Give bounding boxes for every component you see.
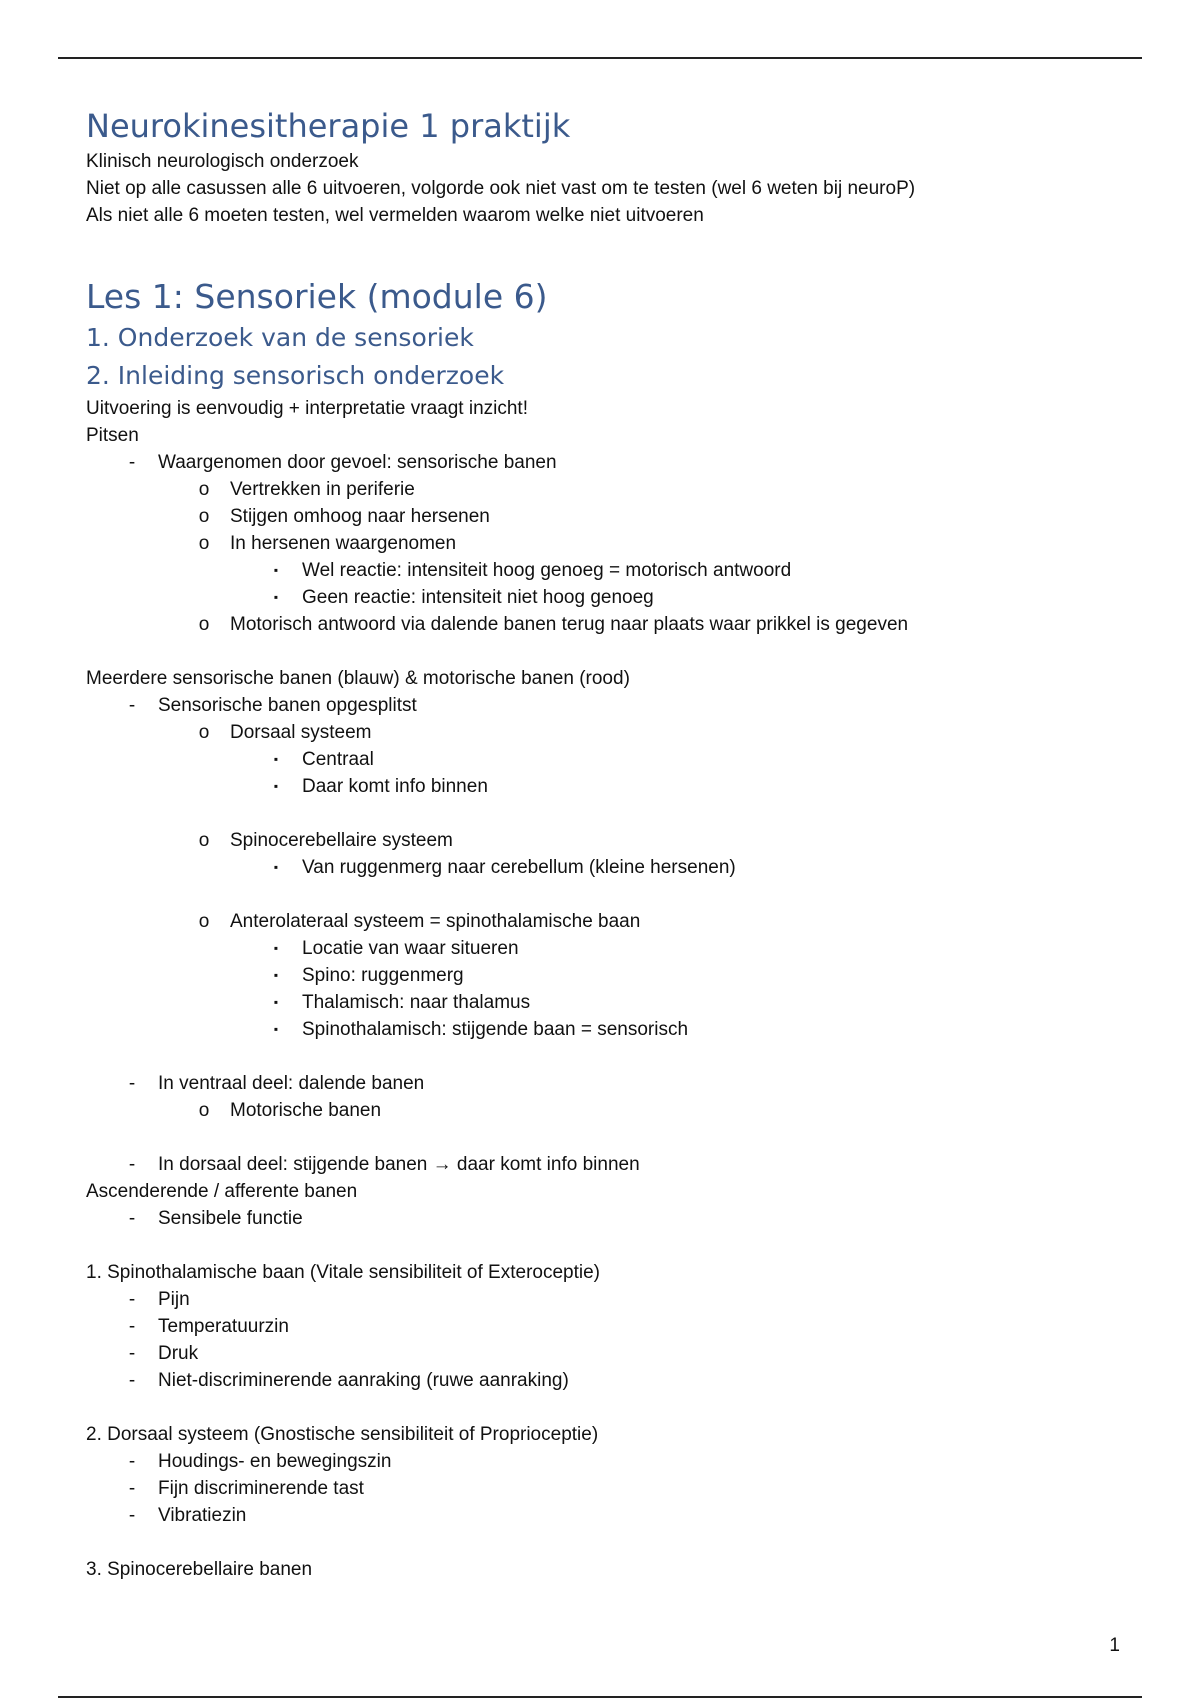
circle-bullet: o [198,533,210,554]
square-bullet: ▪ [273,860,279,874]
list-item: - Temperatuurzin [158,1313,1116,1340]
document-body [86,104,1116,1583]
list-item: o Vertrekken in periferie [230,476,1116,503]
dash-bullet: - [128,1478,136,1499]
text-line: 2. Dorsaal systeem (Gnostische sensibiliteit of Proprioceptie) [86,1424,599,1445]
heading-onderzoek-sensoriek: 1. Onderzoek van de sensoriek [86,323,474,352]
text-line: Meerdere sensorische banen (blauw) & motorische banen (rood) [86,668,630,689]
list-item: - Waargenomen door gevoel: sensorische banen [158,449,1116,476]
square-bullet: ▪ [273,752,279,766]
dash-bullet: - [128,1343,136,1364]
list-item: - Sensorische banen opgesplitst [158,692,1116,719]
dash-bullet: - [128,1370,136,1391]
square-bullet: ▪ [273,779,279,793]
list-item: - Houdings- en bewegingszin [158,1448,1116,1475]
list-item: ▪ Locatie van waar situeren [302,935,1116,962]
list-item: ▪ Van ruggenmerg naar cerebellum (kleine hersenen) [302,854,1116,881]
list-item: - Sensibele functie [158,1205,1116,1232]
text-line: Uitvoering is eenvoudig + interpretatie vraagt inzicht! [86,398,528,419]
footer-rule [58,1696,1142,1698]
dash-bullet: - [128,1289,136,1310]
list-item: o In hersenen waargenomen [230,530,1116,557]
dash-bullet: - [128,452,136,473]
list-item: - Druk [158,1340,1116,1367]
list-item: ▪ Spino: ruggenmerg [302,962,1116,989]
circle-bullet: o [198,830,210,851]
circle-bullet: o [198,614,210,635]
dash-bullet: - [128,1208,136,1229]
circle-bullet: o [198,506,210,527]
intro-line: Als niet alle 6 moeten testen, wel vermelden waarom welke niet uitvoeren [86,205,704,226]
list-item: - Vibratiezin [158,1502,1116,1529]
text-line: Pitsen [86,425,139,446]
list-item: ▪ Thalamisch: naar thalamus [302,989,1116,1016]
list-item: ▪ Centraal [302,746,1116,773]
square-bullet: ▪ [273,1022,279,1036]
circle-bullet: o [198,1100,210,1121]
list-item: o Motorisch antwoord via dalende banen terug naar plaats waar prikkel is gegeven [230,611,1116,638]
dash-bullet: - [128,1505,136,1526]
square-bullet: ▪ [273,941,279,955]
circle-bullet: o [198,722,210,743]
heading-les-1: Les 1: Sensoriek (module 6) [86,277,548,316]
list-item: - Fijn discriminerende tast [158,1475,1116,1502]
list-item: - Niet-discriminerende aanraking (ruwe aanraking) [158,1367,1116,1394]
list-item: ▪ Daar komt info binnen [302,773,1116,800]
list-item: ▪ Geen reactie: intensiteit niet hoog genoeg [302,584,1116,611]
header-rule [58,57,1142,59]
text-line: Ascenderende / afferente banen [86,1181,358,1202]
text-line: 3. Spinocerebellaire banen [86,1559,313,1580]
heading-inleiding: 2. Inleiding sensorisch onderzoek [86,361,505,390]
square-bullet: ▪ [273,968,279,982]
list-item: ▪ Spinothalamisch: stijgende baan = sensorisch [302,1016,1116,1043]
dash-bullet: - [128,1154,136,1175]
dash-bullet: - [128,1451,136,1472]
list-item: - In dorsaal deel: stijgende banen → daar komt info binnen [158,1151,1116,1178]
list-item: - Pijn [158,1286,1116,1313]
list-item: - In ventraal deel: dalende banen [158,1070,1116,1097]
square-bullet: ▪ [273,563,279,577]
list-item: o Spinocerebellaire systeem [230,827,1116,854]
intro-line: Klinisch neurologisch onderzoek [86,151,359,172]
circle-bullet: o [198,479,210,500]
intro-line: Niet op alle casussen alle 6 uitvoeren, volgorde ook niet vast om te testen (wel 6 weten bij neuroP) [86,178,916,199]
list-item: ▪ Wel reactie: intensiteit hoog genoeg = motorisch antwoord [302,557,1116,584]
page-number: 1 [1109,1635,1120,1656]
dash-bullet: - [128,1073,136,1094]
square-bullet: ▪ [273,590,279,604]
list-item: o Motorische banen [230,1097,1116,1124]
dash-bullet: - [128,695,136,716]
list-item: o Anterolateraal systeem = spinothalamische baan [230,908,1116,935]
circle-bullet: o [198,911,210,932]
dash-bullet: - [128,1316,136,1337]
list-item: o Dorsaal systeem [230,719,1116,746]
document-title: Neurokinesitherapie 1 praktijk [86,107,571,145]
list-item: o Stijgen omhoog naar hersenen [230,503,1116,530]
text-line: 1. Spinothalamische baan (Vitale sensibiliteit of Exteroceptie) [86,1262,600,1283]
square-bullet: ▪ [273,995,279,1009]
